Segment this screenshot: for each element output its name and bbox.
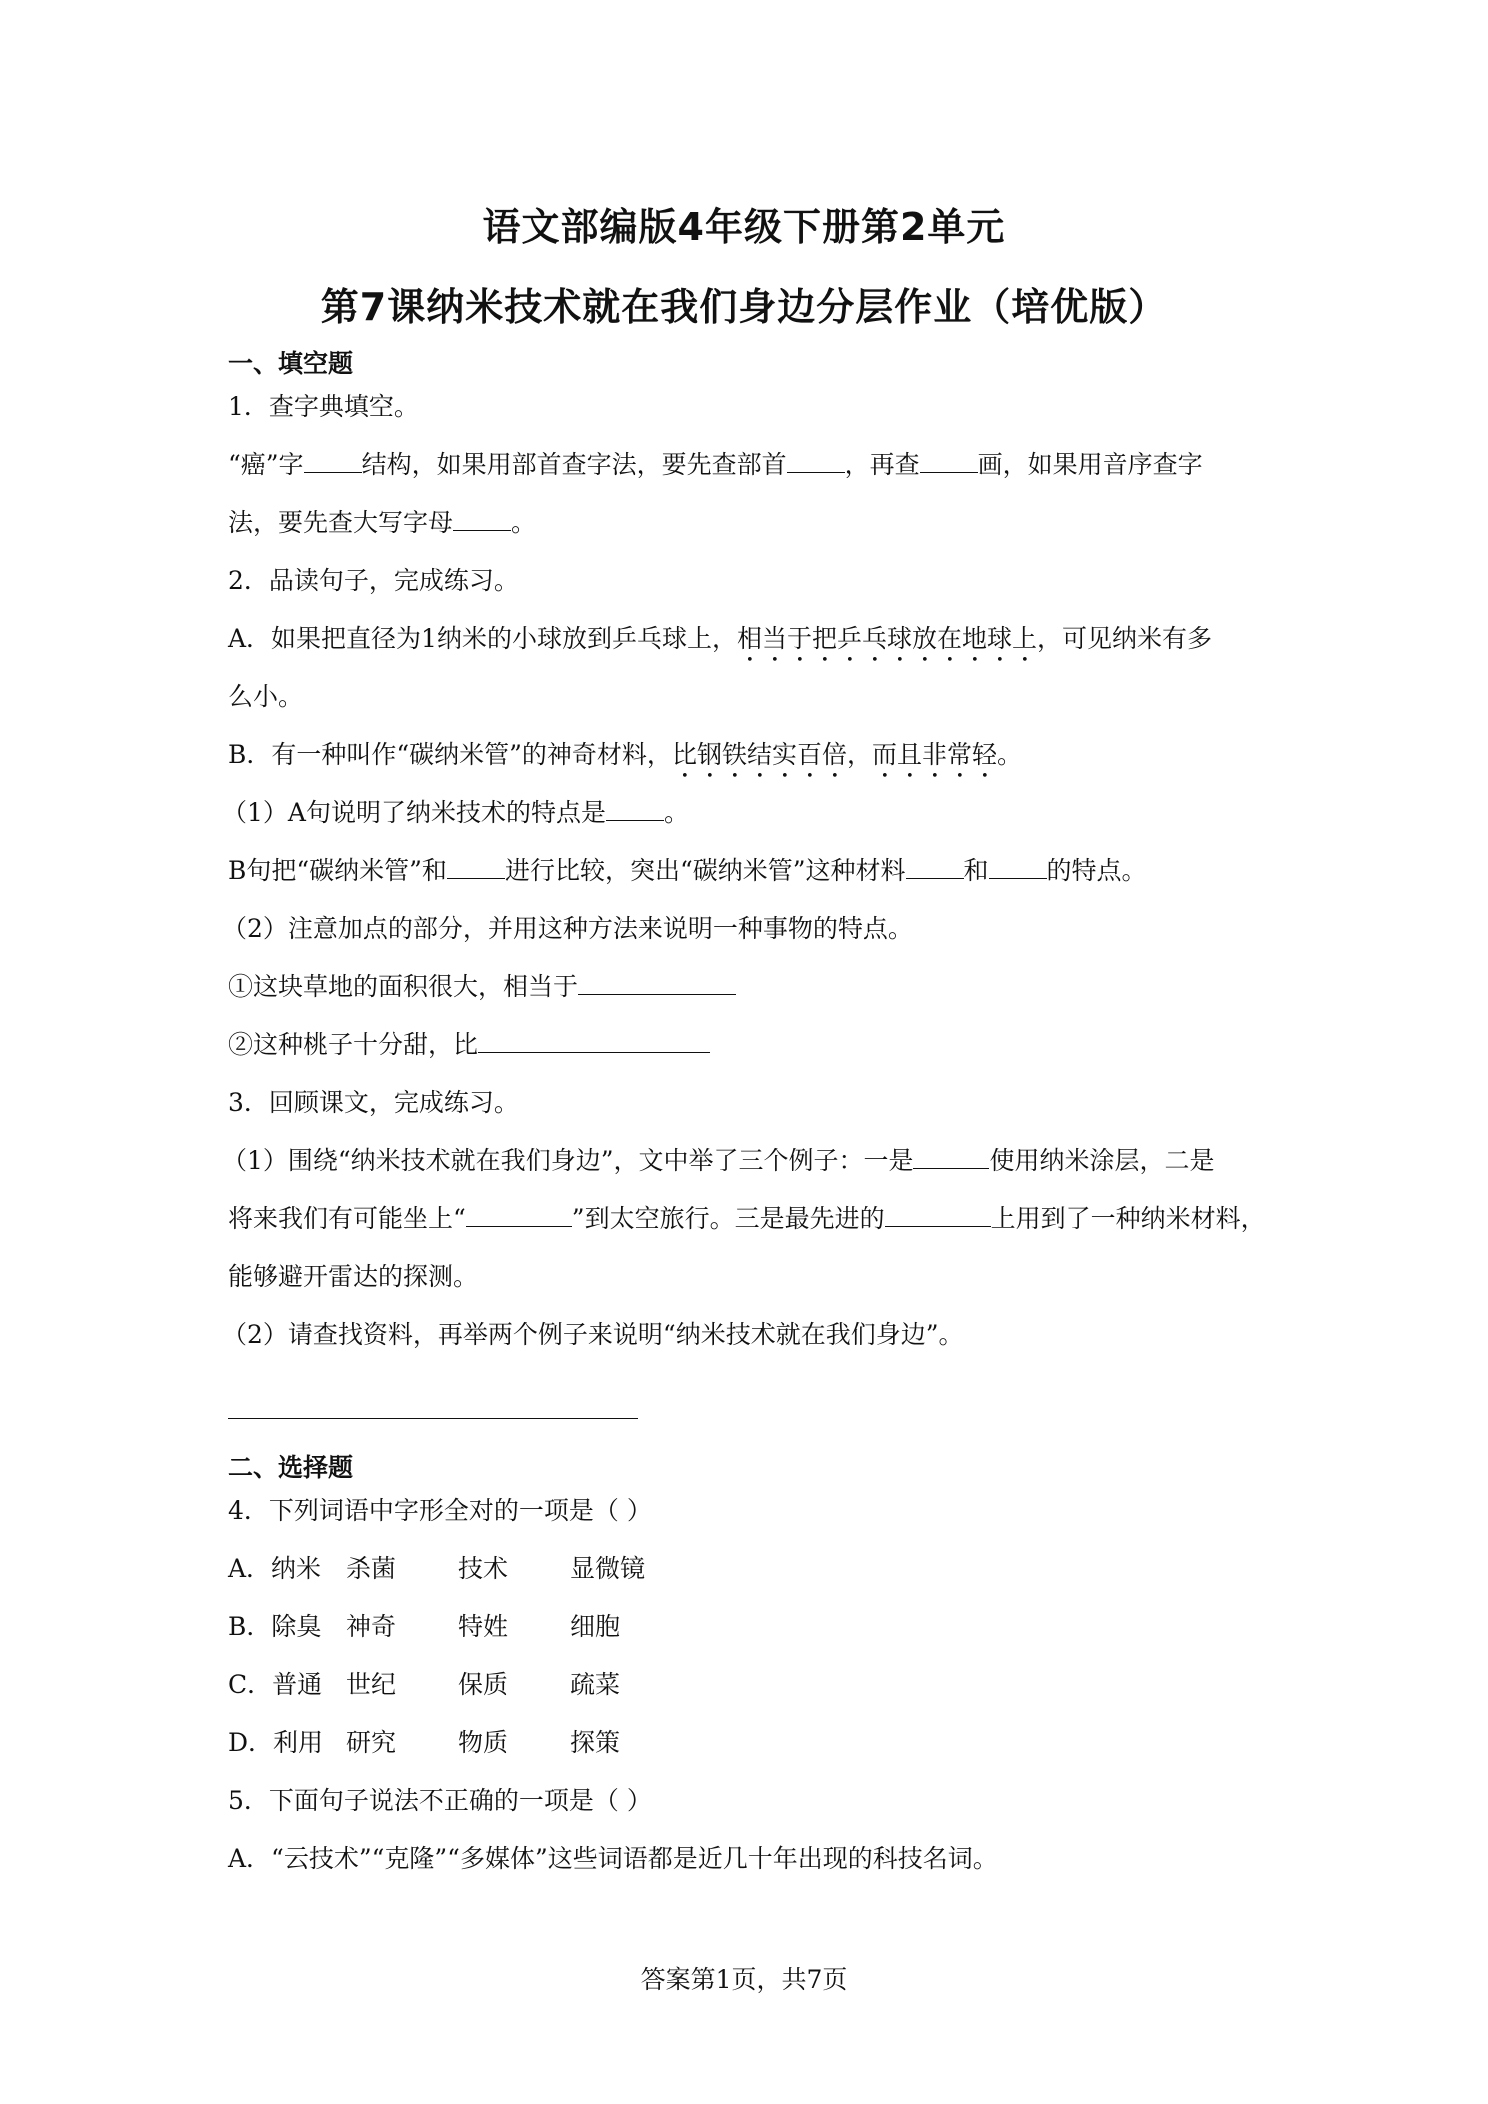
answer-blank[interactable]: [578, 970, 736, 995]
title-line-2: 第7课纳米技术就在我们身边分层作业（培优版）: [320, 285, 1168, 329]
page-footer: 答案第1页，共7页: [640, 1965, 848, 1994]
question-3-part-2: （2）请查找资料，再举两个例子来说明“纳米技术就在我们身边”。: [222, 1320, 964, 1349]
question-2-part-2: （2）注意加点的部分，并用这种方法来说明一种事物的特点。: [222, 914, 913, 943]
question-4-stem: 4．下列词语中字形全对的一项是（ ）: [228, 1496, 652, 1525]
question-3-stem: 3．回顾课文，完成练习。: [228, 1088, 519, 1117]
question-2-stem: 2．品读句子，完成练习。: [228, 566, 519, 595]
question-1-stem: 1．查字典填空。: [228, 392, 419, 421]
question-2-item-2: ②这种桃子十分甜，比: [228, 1028, 710, 1062]
answer-blank[interactable]: [920, 448, 978, 473]
answer-blank[interactable]: [478, 1028, 710, 1053]
question-2-sentence-b: B．有一种叫作“碳纳米管”的神奇材料，比钢铁结实百倍，而且非常轻。: [228, 740, 1022, 769]
answer-blank[interactable]: [466, 1202, 572, 1227]
choice-option-b[interactable]: B．除臭 神奇 特姓 细胞: [228, 1612, 621, 1641]
choice-option-c[interactable]: C．普通 世纪 保质 疏菜: [228, 1670, 621, 1699]
choice-option-d[interactable]: D．利用 研究 物质 探策: [228, 1728, 621, 1757]
choice-option-a[interactable]: A．纳米 杀菌 技术 显微镜: [228, 1554, 646, 1583]
section-heading-choice: 二、选择题: [228, 1453, 354, 1482]
answer-blank[interactable]: [885, 1202, 991, 1227]
question-5-stem: 5．下面句子说法不正确的一项是（ ）: [228, 1786, 652, 1815]
answer-blank[interactable]: [989, 854, 1047, 879]
answer-blank[interactable]: [787, 448, 845, 473]
answer-blank[interactable]: [913, 1144, 989, 1169]
answer-blank[interactable]: [906, 854, 964, 879]
title-line-1: 语文部编版4年级下册第2单元: [482, 205, 1006, 249]
question-2-part-1: （1）A句说明了纳米技术的特点是 。: [222, 798, 689, 827]
answer-blank[interactable]: [606, 796, 664, 821]
dotted-emphasis: 而且非常轻: [871, 740, 997, 769]
answer-blank[interactable]: [447, 854, 505, 879]
question-2-part-1-b: B句把“碳纳米管”和 进行比较，突出“碳纳米管”这种材料 和 的特点。: [228, 856, 1147, 885]
question-2-item-1: ①这块草地的面积很大，相当于: [228, 970, 736, 1004]
dotted-emphasis: 相当于把乒乓球放在地球上: [736, 624, 1037, 653]
answer-line[interactable]: [228, 1418, 638, 1419]
question-2-sentence-a: A．如果把直径为1纳米的小球放到乒乓球上，相当于把乒乓球放在地球上，可见纳米有多: [228, 624, 1212, 653]
section-heading-fill-blank: 一、填空题: [228, 349, 354, 378]
question-3-part-1: （1）围绕“纳米技术就在我们身边”，文中举了三个例子：一是 使用纳米涂层，二是: [222, 1146, 1215, 1175]
choice-option-a[interactable]: A．“云技术”“克隆”“多媒体”这些词语都是近几十年出现的科技名词。: [228, 1844, 998, 1873]
question-1-line-2: 法，要先查大写字母 。: [228, 508, 537, 537]
question-1-line-1: “癌”字 结构，如果用部首查字法，要先查部首 ，再查 画，如果用音序查字: [228, 450, 1203, 479]
answer-blank[interactable]: [304, 448, 362, 473]
question-2-sentence-a-cont: 么小。: [228, 682, 304, 711]
question-3-part-1-end: 能够避开雷达的探测。: [228, 1262, 479, 1291]
dotted-emphasis: 比钢铁结实百倍: [671, 740, 847, 769]
question-3-part-1-cont: 将来我们有可能坐上“ ”到太空旅行。三是最先进的 上用到了一种纳米材料，: [228, 1204, 1266, 1233]
answer-blank[interactable]: [453, 506, 511, 531]
